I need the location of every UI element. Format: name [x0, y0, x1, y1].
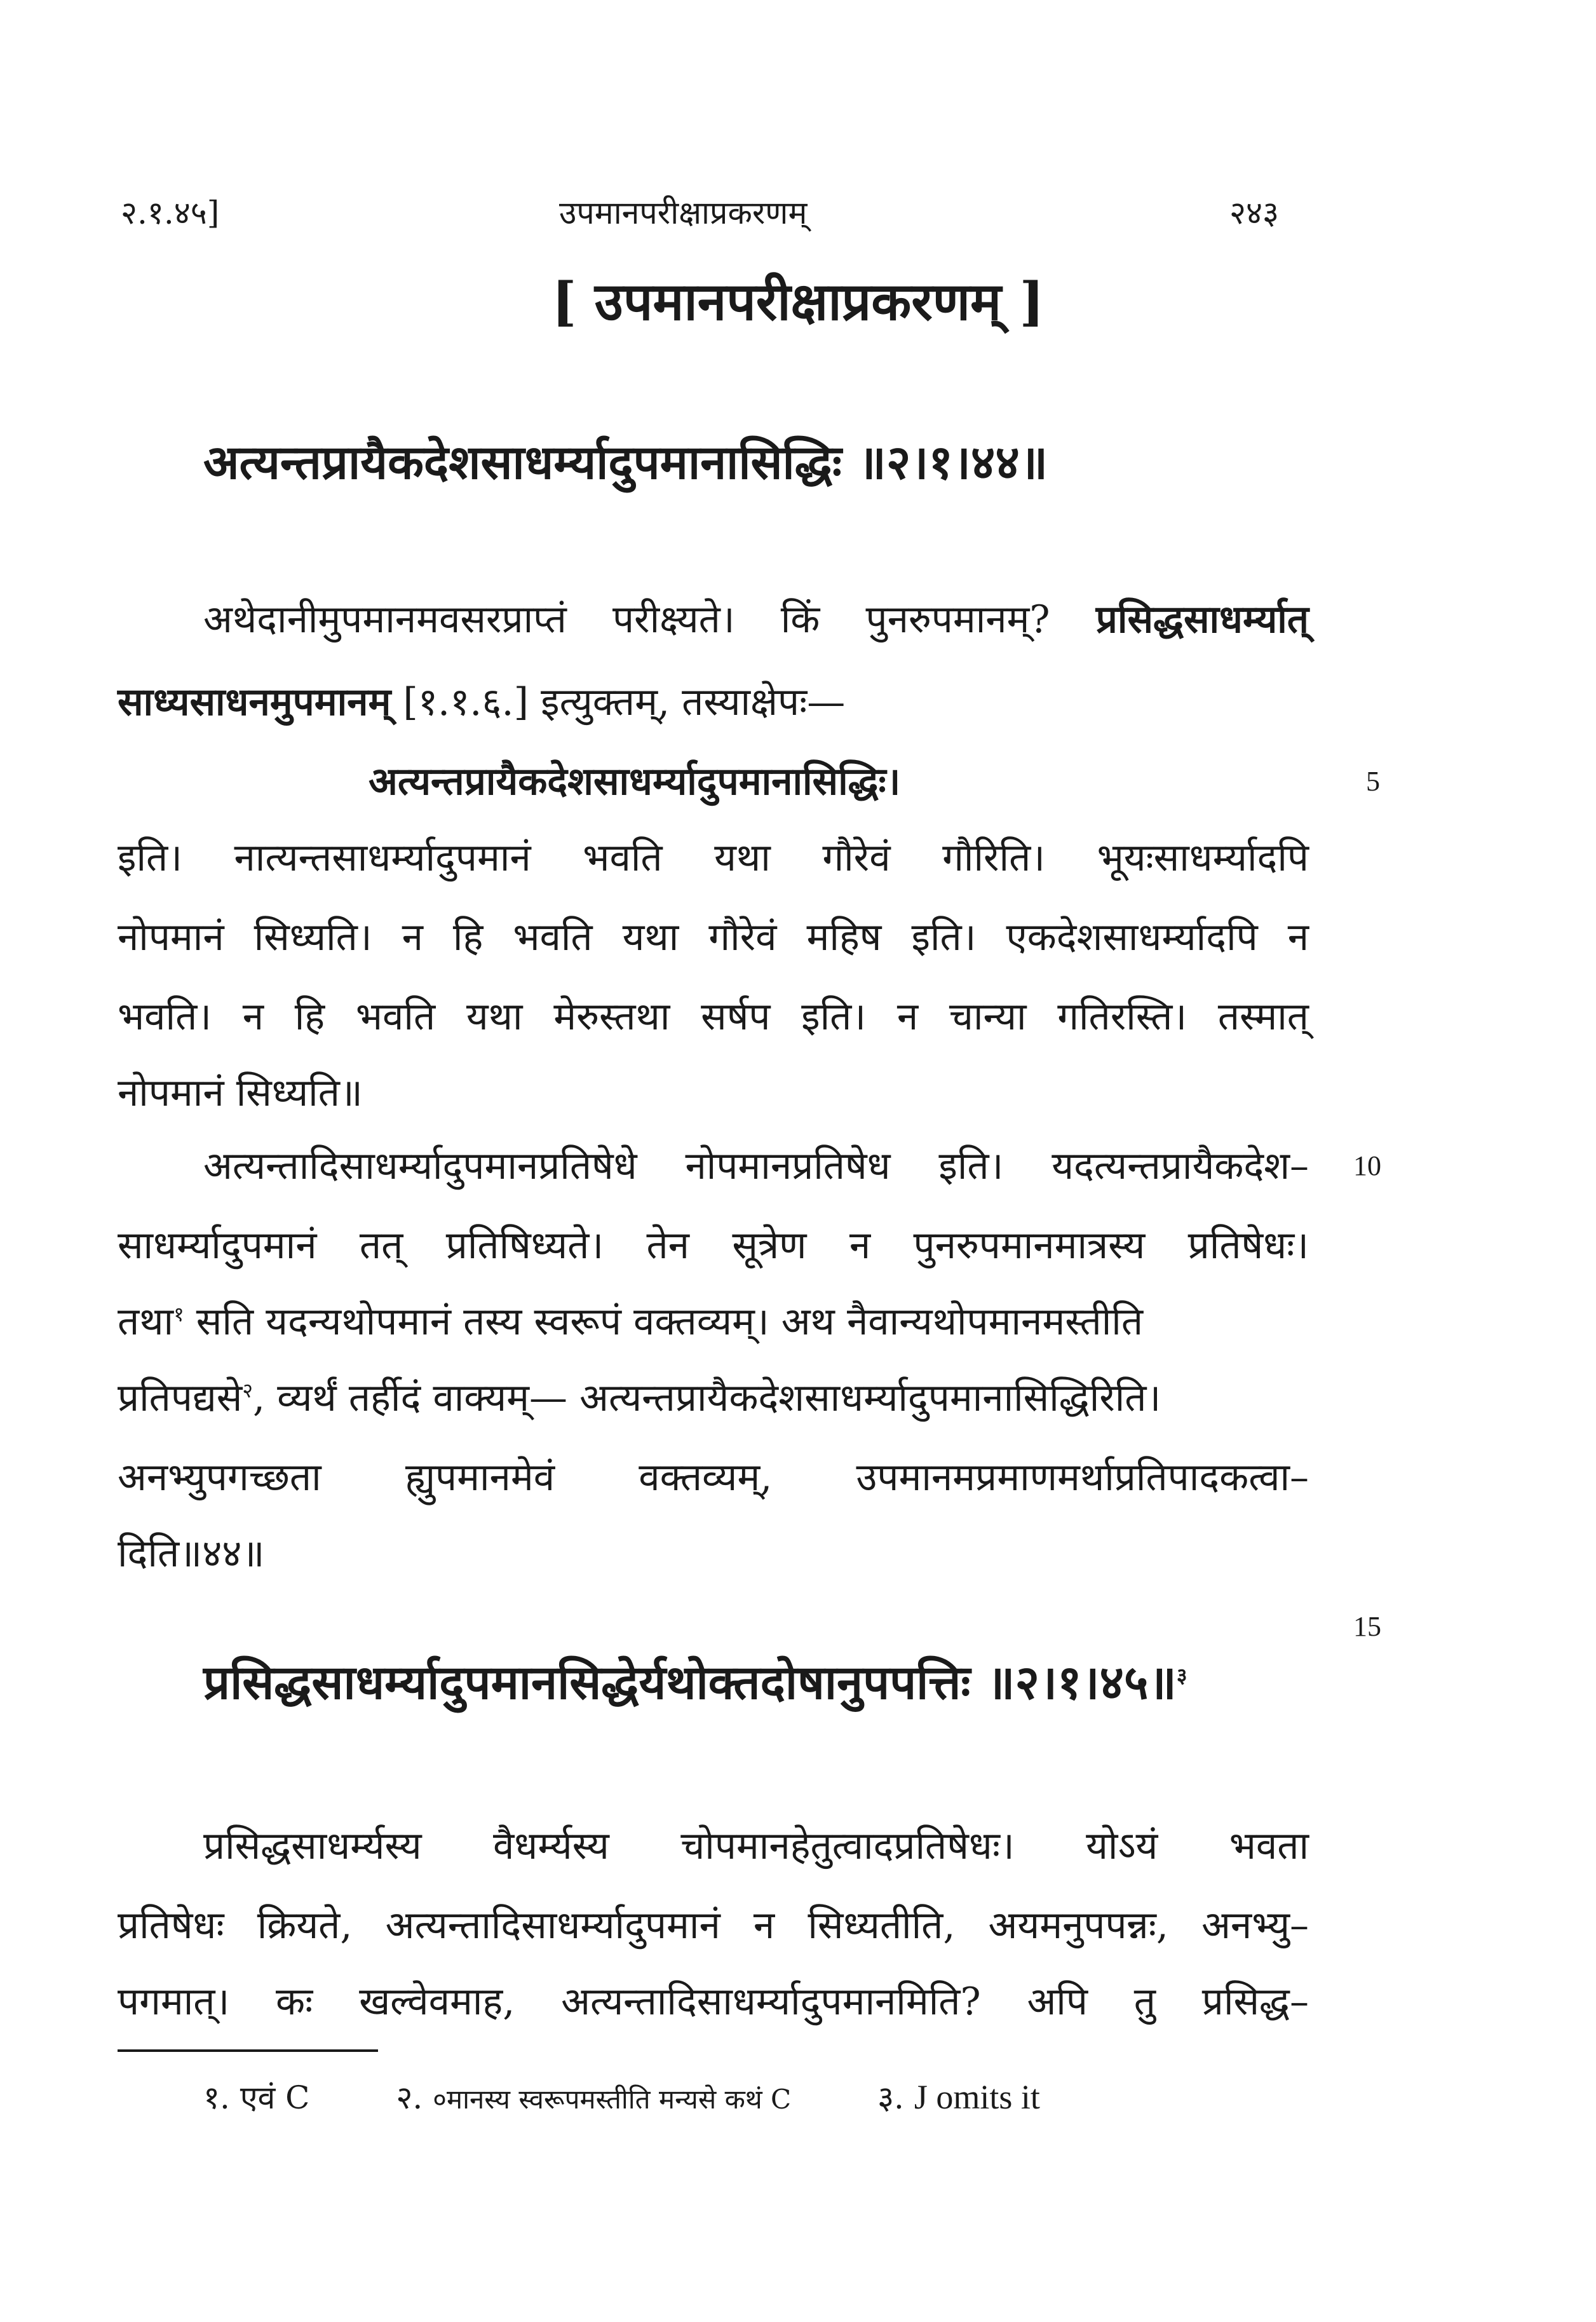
footnote-3-text: J omits it	[914, 2078, 1040, 2116]
para2-line5: अनभ्युपगच्छता ह्युपमानमेवं वक्तव्यम्, उपमानमप्रमाणमर्थाप्रतिपादकत्वा–	[118, 1455, 1309, 1500]
para1-line5: नोपमानं सिध्यति। न हि भवति यथा गौरेवं महिष इति। एकदेशसाधर्म्यादपि न	[118, 915, 1309, 960]
sutra-45-text: प्रसिद्धसाधर्म्यादुपमानसिद्धेर्यथोक्तदोषानुपपत्तिः ॥२।१।४५॥	[203, 1655, 1177, 1710]
para1-line2	[118, 677, 845, 728]
footnotes	[203, 2075, 1116, 2122]
para2-text: तथा	[118, 1300, 174, 1344]
para2-line2: साधर्म्यादुपमानं तत् प्रतिषिध्यते। तेन सूत्रेण न पुनरुपमानमात्रस्य प्रतिषेधः।	[118, 1223, 1309, 1268]
para2-text: सति यदन्यथोपमानं तस्य स्वरूपं वक्तव्यम्। अथ नैवान्यथोपमानमस्तीति	[184, 1300, 1144, 1344]
sutra-44-heading: अत्यन्तप्रायैकदेशसाधर्म्यादुपमानासिद्धिः ॥२।१।४४॥	[203, 435, 1048, 490]
para1-line1	[203, 594, 1309, 645]
footnote-3	[877, 2079, 1040, 2116]
para3-line1: प्रसिद्धसाधर्म्यस्य वैधर्म्यस्य चोपमानहेतुत्वादप्रतिषेधः। योऽयं भवता	[203, 1824, 1309, 1868]
para2-line4	[118, 1373, 1161, 1423]
para3-line2: प्रतिषेधः क्रियते, अत्यन्तादिसाधर्म्यादुपमानं न सिध्यतीति, अयमनुपपन्नः, अनभ्यु–	[118, 1903, 1309, 1948]
para2-text: प्रतिपद्यसे	[118, 1376, 243, 1420]
para1-line7: नोपमानं सिध्यति॥	[118, 1071, 363, 1115]
para1-sutra-quote: साध्यसाधनमुपमानम्	[118, 680, 391, 724]
footnote-ref-2: २	[242, 1378, 253, 1402]
para1-line3-sutra: अत्यन्तप्रायैकदेशसाधर्म्यादुपमानासिद्धिः।	[369, 759, 901, 804]
para1-text: अथेदानीमुपमानमवसरप्राप्तं परीक्ष्यते। किं पुनरुपमानम्?	[203, 597, 1050, 642]
para2-text: , व्यर्थं तर्हीदं वाक्यम्— अत्यन्तप्रायैकदेशसाधर्म्यादुपमानासिद्धिरिति।	[252, 1376, 1161, 1420]
footnote-1	[203, 2079, 309, 2116]
running-header-left: २.१.४५]	[121, 194, 220, 231]
footnote-divider	[118, 2049, 378, 2052]
line-number-15: 15	[1353, 1611, 1381, 1642]
footnote-3-number: ३.	[877, 2079, 904, 2116]
footnote-2-text: ०मानस्य स्वरूपमस्तीति मन्यसे कथं C	[433, 2084, 792, 2115]
footnote-2-number: २.	[396, 2079, 423, 2116]
para1-line4: इति। नात्यन्तसाधर्म्यादुपमानं भवति यथा गौरेवं गौरिति। भूयःसाधर्म्यादपि	[118, 836, 1309, 880]
line-number-5: 5	[1366, 766, 1380, 797]
para3-line3: पगमात्। कः खल्वेवमाह, अत्यन्तादिसाधर्म्यादुपमानमिति? अपि तु प्रसिद्ध–	[118, 1979, 1309, 2024]
line-number-10: 10	[1353, 1150, 1381, 1181]
sutra-45-heading	[203, 1652, 1187, 1713]
para2-line1: अत्यन्तादिसाधर्म्यादुपमानप्रतिषेधे नोपमानप्रतिषेध इति। यदत्यन्तप्रायैकदेश–	[203, 1144, 1309, 1188]
footnote-1-number: १.	[203, 2079, 230, 2116]
footnote-1-text: एवं C	[240, 2079, 310, 2116]
para1-line6: भवति। न हि भवति यथा मेरुस्तथा सर्षप इति। न चान्या गतिरस्ति। तस्मात्	[118, 995, 1309, 1039]
para2-line3	[118, 1296, 1143, 1347]
footnote-2	[396, 2079, 791, 2116]
running-header-center: उपमानपरीक्षाप्रकरणम्	[559, 194, 808, 231]
section-title: [ उपमानपरीक्षाप्रकरणम् ]	[551, 271, 1045, 332]
footnote-ref-3: ३	[1176, 1663, 1187, 1688]
page-number: २४३	[1229, 194, 1279, 231]
para2-line6: दिति॥४४॥	[118, 1531, 265, 1576]
para1-sutra-quote: प्रसिद्धसाधर्म्यात्	[1095, 597, 1309, 642]
para1-text: [१.१.६.] इत्युक्तम्, तस्याक्षेपः—	[403, 680, 846, 724]
footnote-ref-1: १	[173, 1302, 184, 1326]
